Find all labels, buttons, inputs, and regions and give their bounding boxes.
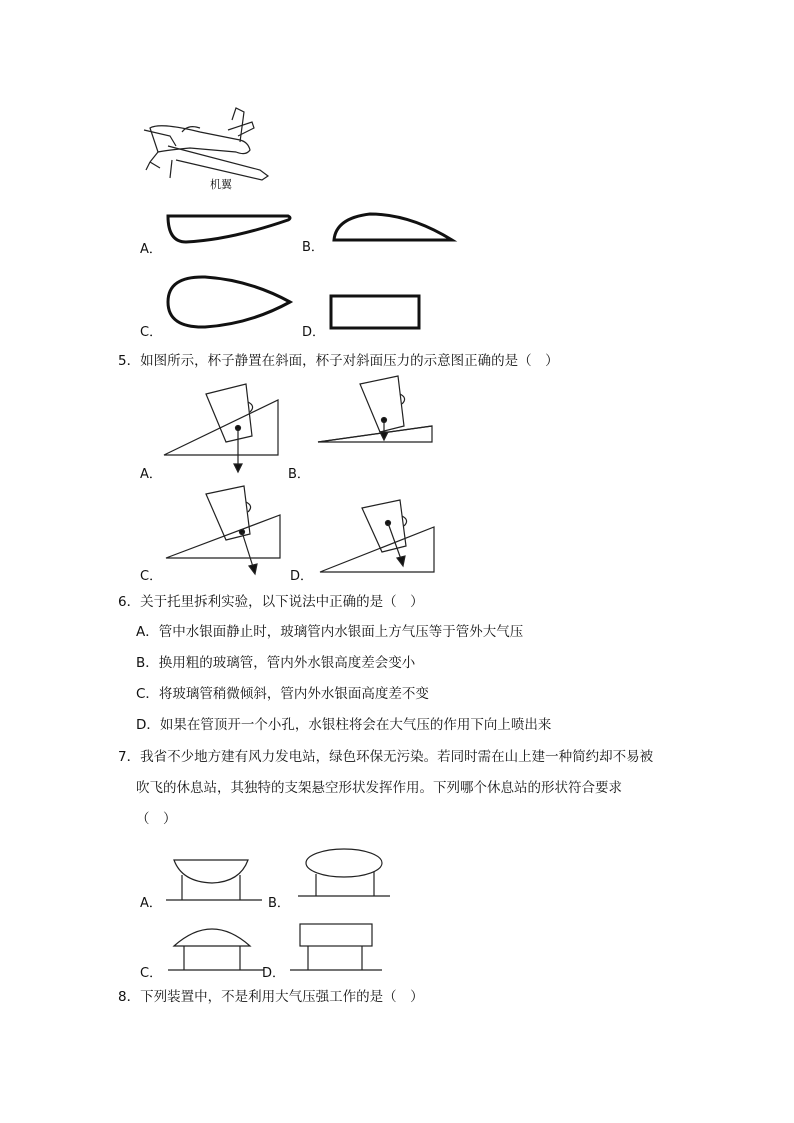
q5-option-d-label[interactable]: D． (290, 569, 314, 584)
q7-option-c-label[interactable]: C． (140, 966, 163, 981)
q7-stem-line1: 7．我省不少地方建有风力发电站，绿色环保无污染。若同时需在山上建一种简约却不易被 (118, 749, 654, 765)
airfoil-a (168, 216, 290, 242)
q5-figure-c (166, 486, 280, 574)
q4-option-d-label[interactable]: D． (302, 325, 326, 340)
q5-stem: 5．如图所示，杯子静置在斜面，杯子对斜面压力的示意图正确的是（ ） (118, 353, 559, 369)
airfoil-c (168, 277, 290, 327)
q4-option-b-label[interactable]: B． (302, 240, 324, 255)
airplane-figure (144, 108, 268, 180)
q4-option-a-label[interactable]: A． (140, 242, 162, 257)
q5-figure-b (318, 376, 432, 442)
airfoil-d (331, 296, 419, 328)
airfoil-b (334, 214, 452, 240)
q4-option-c-label[interactable]: C． (140, 325, 163, 340)
q7-option-d-label[interactable]: D． (262, 966, 286, 981)
q5-figure-d (320, 500, 434, 572)
q7-station-a (166, 860, 262, 900)
q6-choice-b[interactable]: B．换用粗的玻璃管，管内外水银高度差会变小 (136, 655, 416, 671)
q7-stem-line3: （ ） (136, 811, 177, 827)
q8-stem: 8．下列装置中，不是利用大气压强工作的是（ ） (118, 989, 424, 1005)
q6-stem: 6．关于托里拆利实验，以下说法中正确的是（ ） (118, 594, 424, 610)
q7-option-a-label[interactable]: A． (140, 896, 162, 911)
q6-choice-d[interactable]: D．如果在管顶开一个小孔，水银柱将会在大气压的作用下向上喷出来 (136, 717, 552, 733)
plane-wing-label: 机翼 (210, 178, 232, 191)
q6-choice-c[interactable]: C．将玻璃管稍微倾斜，管内外水银面高度差不变 (136, 686, 429, 702)
q5-figure-a (164, 384, 278, 472)
q6-choice-a[interactable]: A．管中水银面静止时，玻璃管内水银面上方气压等于管外大气压 (136, 624, 524, 640)
q7-stem-line2: 吹飞的休息站，其独特的支架悬空形状发挥作用。下列哪个休息站的形状符合要求 (136, 780, 622, 796)
q5-option-b-label[interactable]: B． (288, 467, 310, 482)
q7-station-c (168, 929, 264, 970)
q7-station-b (298, 849, 390, 896)
q7-station-d (290, 924, 382, 970)
q7-option-b-label[interactable]: B． (268, 896, 290, 911)
q5-option-c-label[interactable]: C． (140, 569, 163, 584)
q5-option-a-label[interactable]: A． (140, 467, 162, 482)
